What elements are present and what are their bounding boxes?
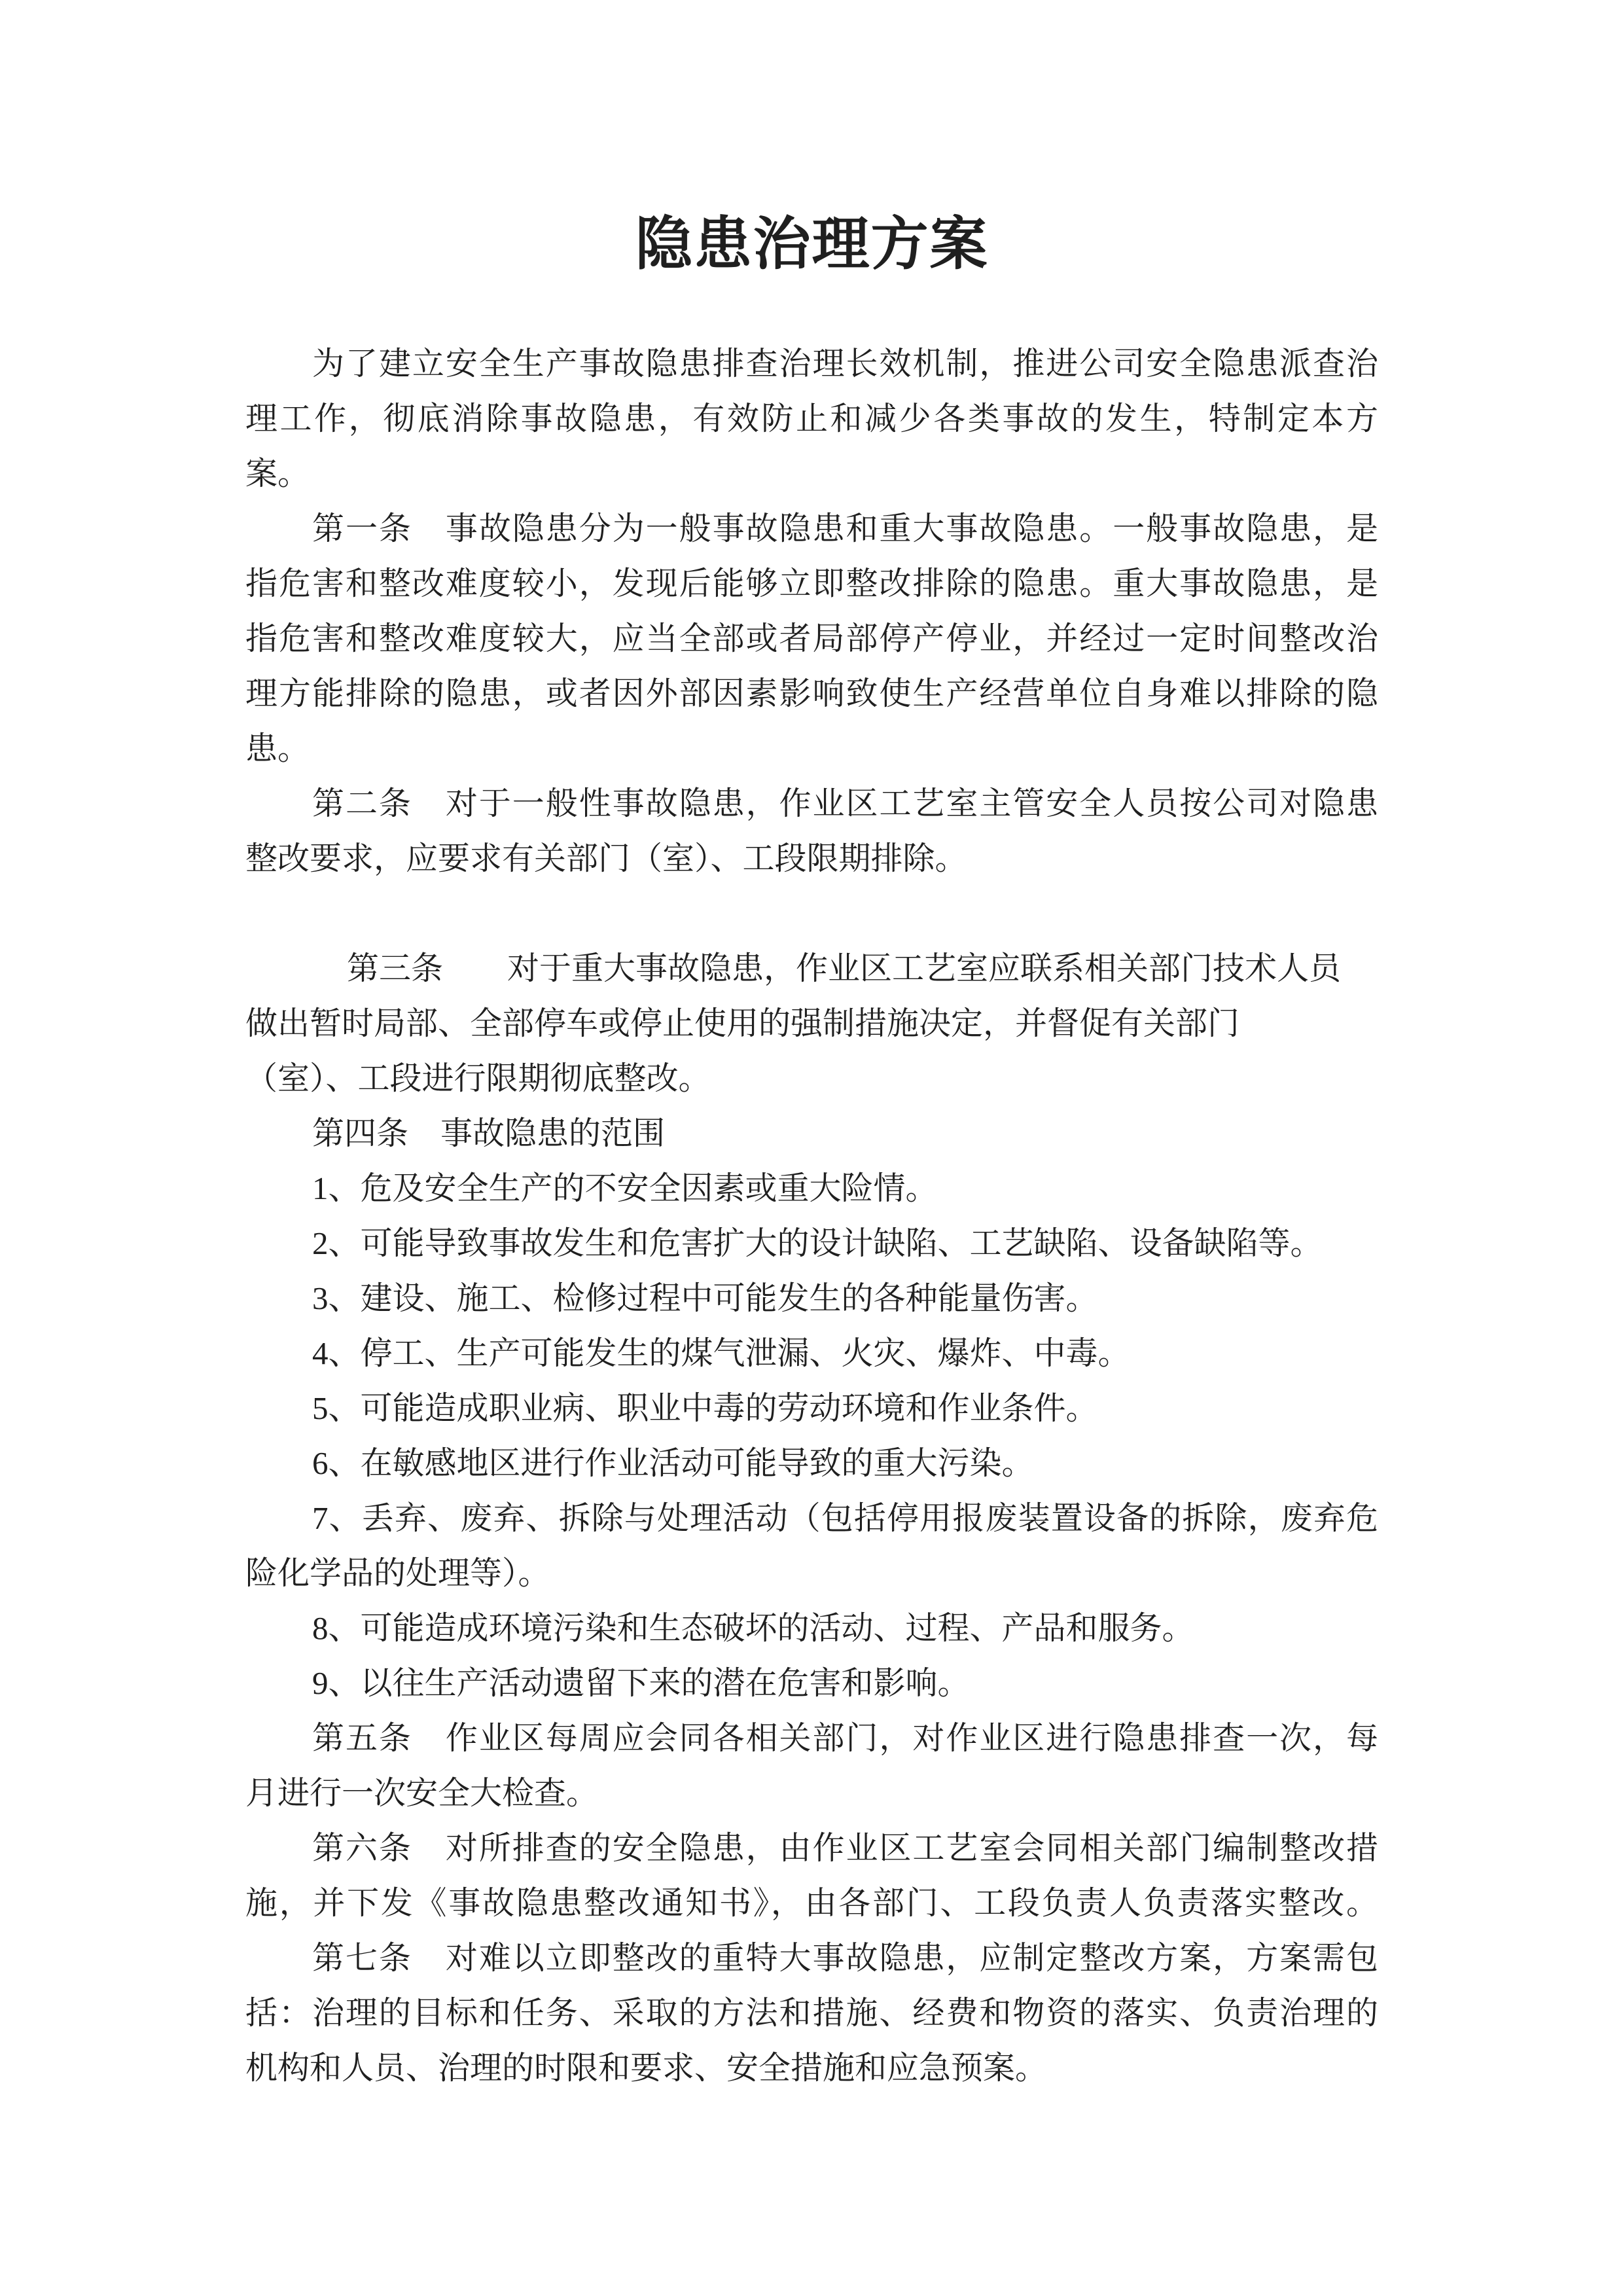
- paragraph-line: 案。: [245, 456, 310, 492]
- paragraph-line: （室）、工段进行限期彻底整改。: [245, 1060, 711, 1096]
- list-item-9: [245, 1656, 1378, 1711]
- paragraph-line: 第四条 事故隐患的范围: [312, 1115, 666, 1151]
- paragraph-article-3: [245, 941, 1378, 1106]
- list-item-line: 4、停工、生产可能发生的煤气泄漏、火灾、爆炸、中毒。: [312, 1335, 1130, 1371]
- list-item-line: 2、可能导致事故发生和危害扩大的设计缺陷、工艺缺陷、设备缺陷等。: [312, 1225, 1323, 1261]
- paragraph-line: 第三条 对于重大事故隐患，作业区工艺室应联系相关部门技术人员: [347, 950, 1342, 986]
- paragraph-line: 括：治理的目标和任务、采取的方法和措施、经费和物资的落实、负责治理的: [245, 1995, 1378, 2031]
- paragraph-line: 第一条 事故隐患分为一般事故隐患和重大事故隐患。一般事故隐患，是: [312, 511, 1378, 547]
- list-item-line: 5、可能造成职业病、职业中毒的劳动环境和作业条件。: [312, 1390, 1098, 1426]
- paragraph-article-5: [245, 1711, 1378, 1821]
- paragraph-line: 第五条 作业区每周应会同各相关部门，对作业区进行隐患排查一次，每: [312, 1720, 1378, 1756]
- paragraph-line: 理方能排除的隐患，或者因外部因素影响致使生产经营单位自身难以排除的隐: [245, 675, 1378, 711]
- paragraph-line: 第七条 对难以立即整改的重特大事故隐患，应制定整改方案，方案需包: [312, 1940, 1378, 1976]
- paragraph-line: 整改要求，应要求有关部门（室）、工段限期排除。: [245, 840, 967, 876]
- list-item-line: 8、可能造成环境污染和生态破坏的活动、过程、产品和服务。: [312, 1610, 1194, 1646]
- list-item-7: [245, 1491, 1378, 1601]
- list-item-line: 1、危及安全生产的不安全因素或重大险情。: [312, 1170, 938, 1206]
- list-item-6: [245, 1436, 1378, 1491]
- paragraph-article-4: [245, 1106, 1378, 1161]
- list-item-8: [245, 1601, 1378, 1656]
- paragraph-blank: [245, 886, 1378, 941]
- paragraph-line: 做出暂时局部、全部停车或停止使用的强制措施决定，并督促有关部门: [245, 1005, 1240, 1041]
- paragraph-article-6: [245, 1821, 1378, 1931]
- paragraph-line: 机构和人员、治理的时限和要求、安全措施和应急预案。: [245, 2050, 1048, 2086]
- list-item-3: [245, 1271, 1378, 1326]
- list-item-5: [245, 1381, 1378, 1436]
- list-item-line: 3、建设、施工、检修过程中可能发生的各种能量伤害。: [312, 1280, 1098, 1316]
- paragraph-article-1: [245, 501, 1378, 776]
- document-title: 隐患治理方案: [635, 213, 989, 277]
- list-item-line: 险化学品的处理等）。: [245, 1555, 550, 1591]
- title-spacer: [245, 285, 1378, 336]
- paragraph-line: 第二条 对于一般性事故隐患，作业区工艺室主管安全人员按公司对隐患: [312, 785, 1378, 821]
- paragraph-line: 指危害和整改难度较小，发现后能够立即整改排除的隐患。重大事故隐患，是: [245, 565, 1378, 601]
- paragraph-line: 第六条 对所排查的安全隐患，由作业区工艺室会同相关部门编制整改措: [312, 1830, 1378, 1866]
- blank-line: [245, 886, 1378, 941]
- paragraph-line: 月进行一次安全大检查。: [245, 1775, 599, 1811]
- paragraph-line: 患。: [245, 730, 310, 766]
- list-item-line: 9、以往生产活动遗留下来的潜在危害和影响。: [312, 1665, 970, 1701]
- paragraph-article-7: [245, 1931, 1378, 2096]
- list-item-1: [245, 1161, 1378, 1216]
- paragraph-article-2: [245, 776, 1378, 886]
- list-item-line: 7、丢弃、废弃、拆除与处理活动（包括停用报废装置设备的拆除，废弃危: [312, 1500, 1378, 1536]
- paragraph-line: 理工作，彻底消除事故隐患，有效防止和减少各类事故的发生，特制定本方: [245, 401, 1378, 437]
- list-item-2: [245, 1216, 1378, 1271]
- paragraph-line: 为了建立安全生产事故隐患排查治理长效机制，推进公司安全隐患派查治: [312, 346, 1378, 382]
- paragraph-line: 指危害和整改难度较大，应当全部或者局部停产停业，并经过一定时间整改治: [245, 620, 1378, 656]
- paragraph-intro: [245, 336, 1378, 501]
- list-item-4: [245, 1326, 1378, 1381]
- paragraph-line: 施，并下发《事故隐患整改通知书》，由各部门、工段负责人负责落实整改。: [245, 1885, 1378, 1921]
- list-item-line: 6、在敏感地区进行作业活动可能导致的重大污染。: [312, 1445, 1034, 1481]
